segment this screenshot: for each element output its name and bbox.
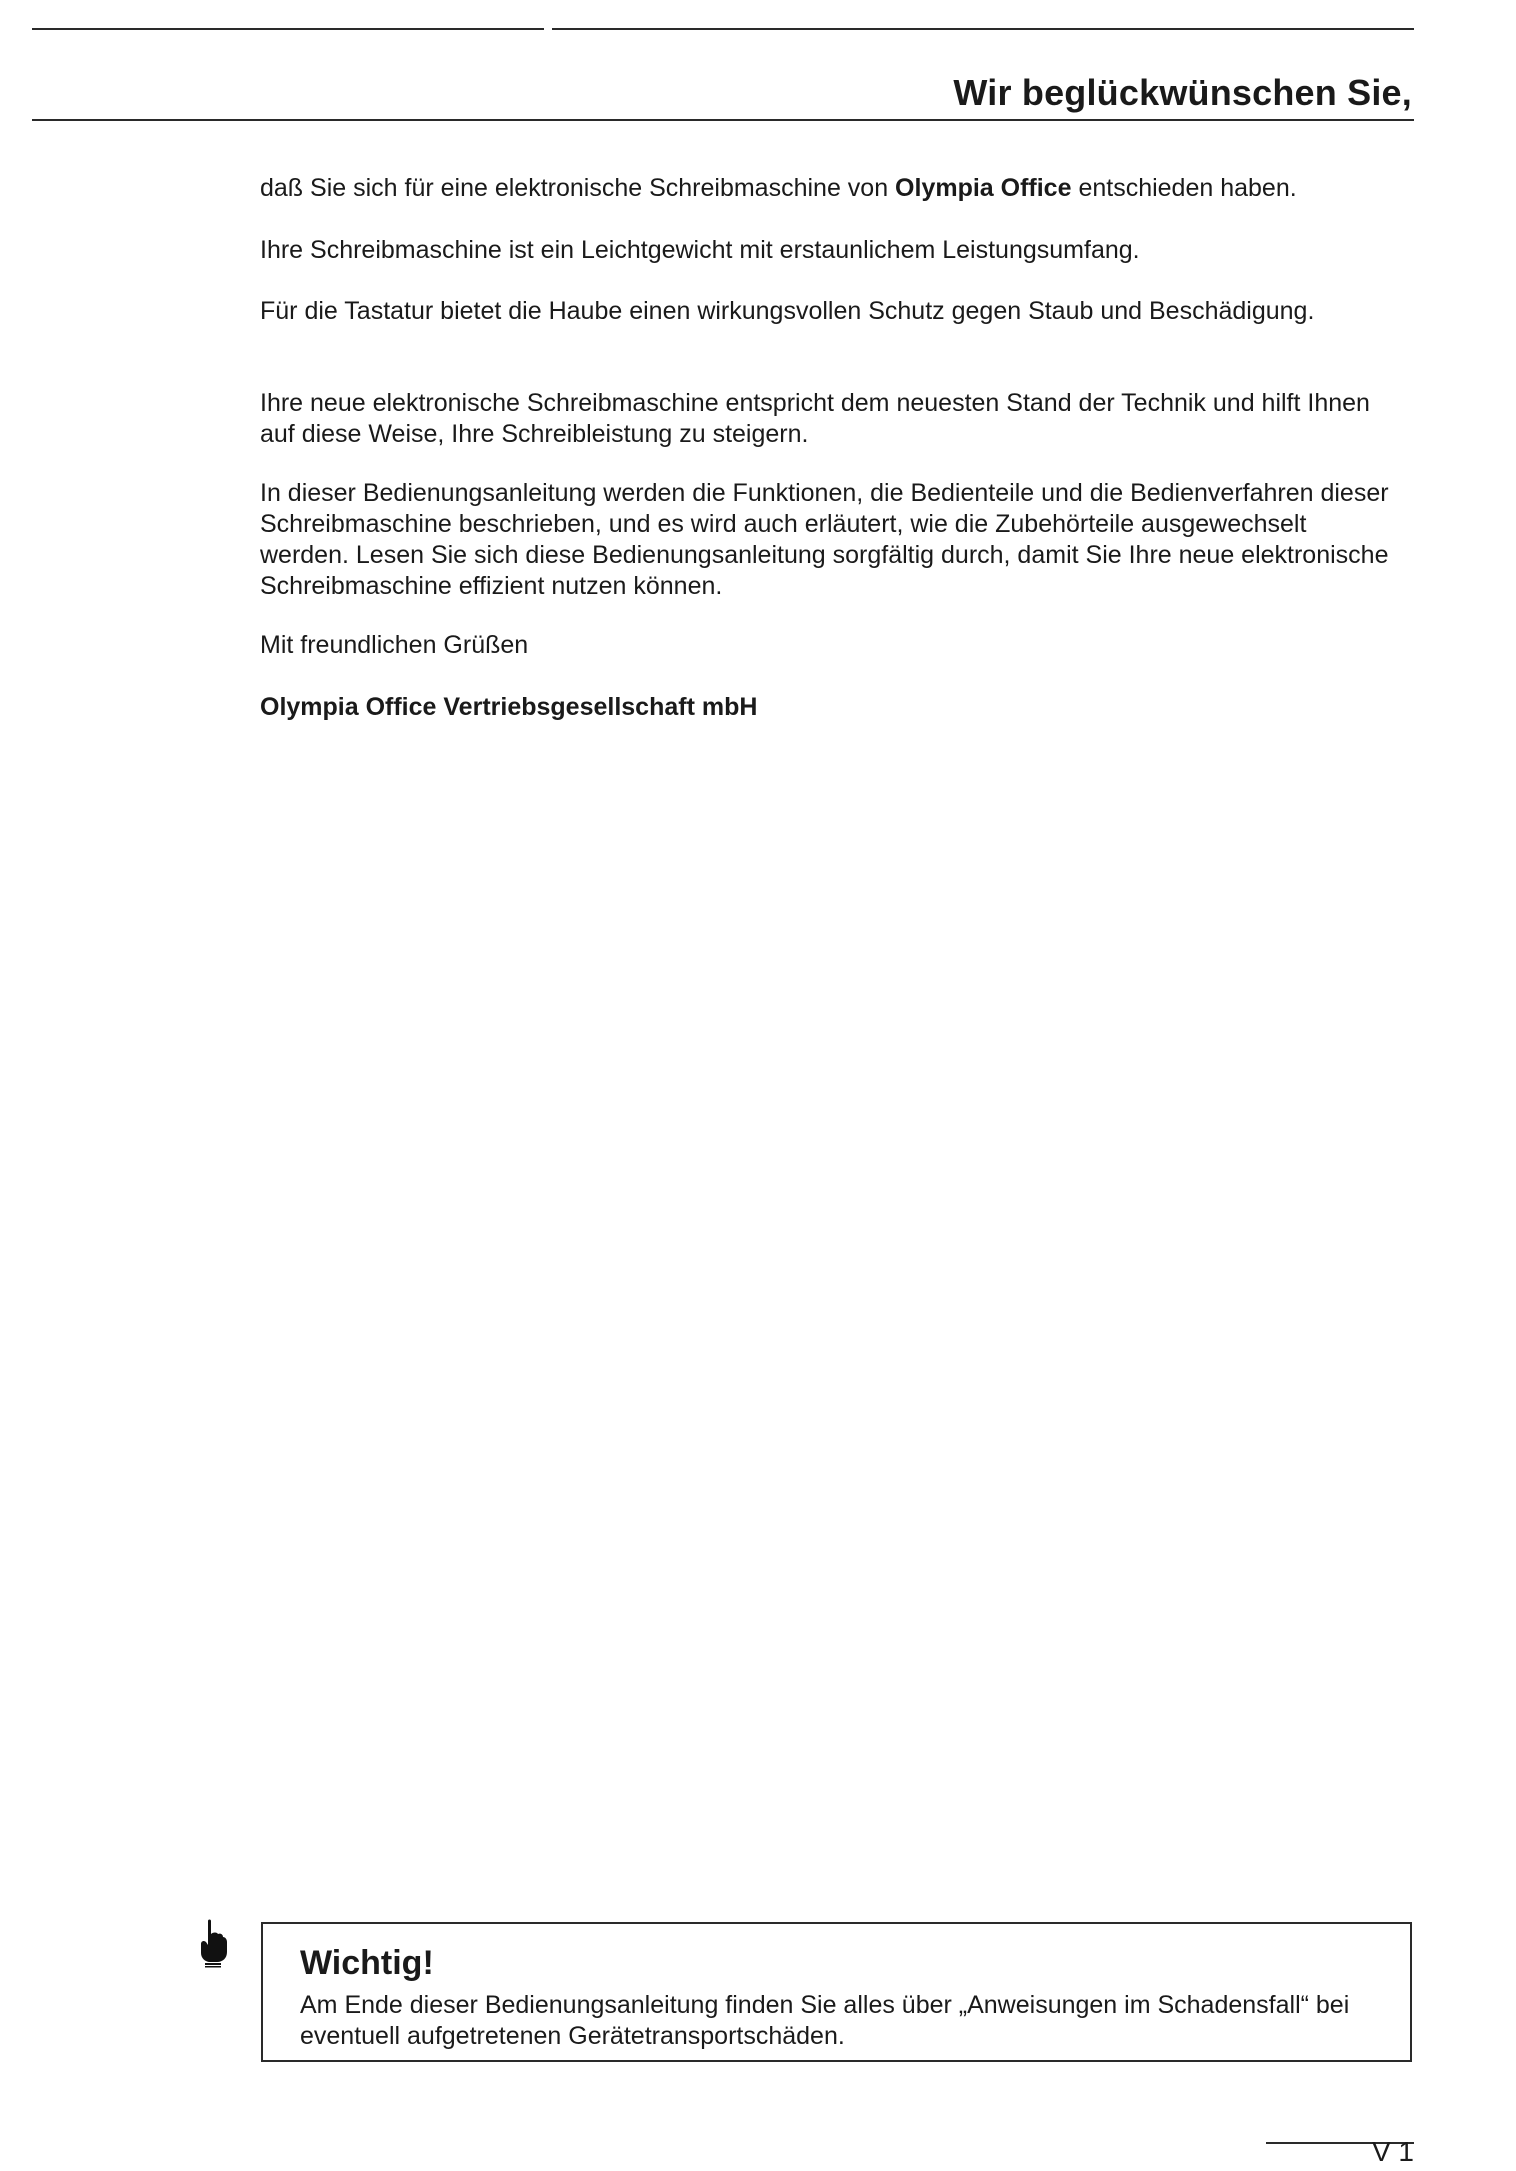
top-rule-left xyxy=(32,28,544,30)
paragraph-cover: Für die Tastatur bietet die Haube einen wirkungsvollen Schutz gegen Staub und Beschädigung. xyxy=(260,297,1315,325)
intro-text: daß Sie sich für eine elektronische Schreibmaschine von xyxy=(260,174,896,202)
closing-greeting: Mit freundlichen Grüßen xyxy=(260,631,529,659)
notice-text: Am Ende dieser Bedienungsanleitung finden Sie alles über „Anweisungen im Schadensfall“ bei eventuell aufgetretenen Gerätetransportschäden. xyxy=(300,1991,1350,2050)
notice-title: Wichtig! xyxy=(300,1944,434,1982)
pointing-hand-icon xyxy=(198,1918,228,1968)
page-title: Wir beglückwünschen Sie, xyxy=(953,72,1412,113)
paragraph-technology: Ihre neue elektronische Schreibmaschine entspricht dem neuesten Stand der Technik und hilft Ihnen auf diese Weise, Ihre Schreibleistung zu steigern. xyxy=(260,389,1370,448)
page-number: V 1 xyxy=(1371,2136,1414,2167)
brand-name: Olympia Office xyxy=(895,174,1072,202)
paragraph-lightweight: Ihre Schreibmaschine ist ein Leichtgewicht mit erstaunlichem Leistungsumfang. xyxy=(260,236,1140,264)
intro-text-end: entschieden haben. xyxy=(1071,174,1297,202)
title-underline xyxy=(32,119,1414,121)
signature: Olympia Office Vertriebsgesellschaft mbH xyxy=(260,693,758,721)
top-rule-right xyxy=(552,28,1414,30)
paragraph-manual: In dieser Bedienungsanleitung werden die Funktionen, die Bedienteile und die Bedienverfahren dieser Schreibmaschine beschrieben, und es wird auch erläutert, wie die Zubehörteile ausgewechselt werden. Lesen Sie sich diese Bedienungsanleitung sorgfältig durch, damit Sie Ihre neue elektronische Schreibmaschine effizient nutzen können. xyxy=(260,479,1389,600)
important-notice-box xyxy=(261,1922,1412,2062)
paragraph-intro xyxy=(260,173,1400,204)
